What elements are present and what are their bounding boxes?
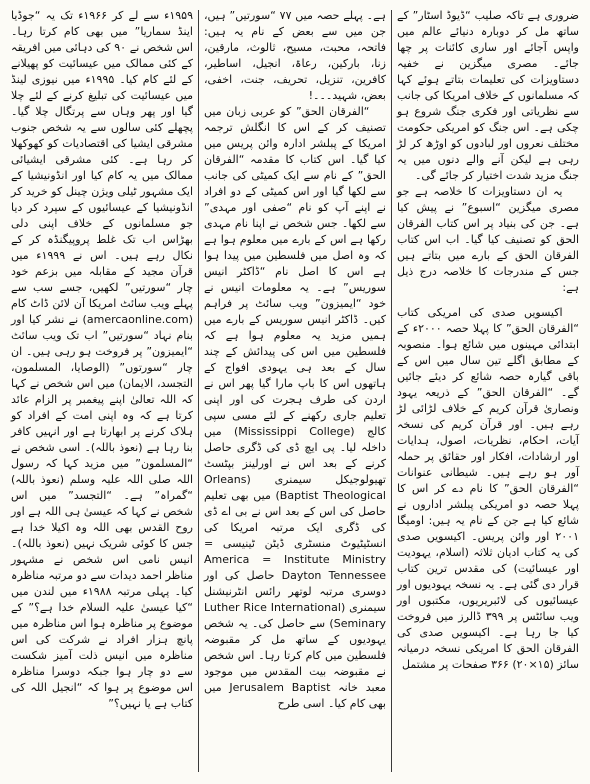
- column-divider: [198, 10, 199, 772]
- column-divider: [391, 10, 392, 772]
- paragraph: ضروری ہے تاکہ صلیب “ڈیوڈ اسٹار” کے ساتھ مل کر دوبارہ دنیائے عالم میں واپس آجائے اور ساری کائنات پر چھا جائے۔ مصری میگزین نے خفیہ دستاویزات کی تعلیمات بتاتے ہوئے کہا کہ مسلمانوں کے خلاف امریکا کی جانب سے نظریاتی اور فکری جنگ شروع ہو چکی ہے۔ اس جنگ کو امریکی حکومت مختلف نعروں اور لبادوں کو اوڑھ کر لڑ رہی ہے لیکن آنے والے دنوں میں یہ جنگ مزید شدت اختیار کر جائے گی۔: [397, 9, 579, 182]
- paragraph: ۱۹۵۹ء سے لے کر ۱۹۶۶ء تک یہ “جوڈیا اینڈ سماریا” میں بھی کام کرتا رہا۔ اس شخص نے ۹۰ کی دہائی میں افریقہ کے کئی ممالک میں عیسائیت کو پھیلانے کے لئے کام کیا۔ ۱۹۹۵ء میں نیوزی لینڈ میں عیسائیت کی تبلیغ کرنے کے لئے چلا گیا اور پھر وہاں سے پرتگال چلا گیا۔ پچھلے کئی سالوں سے یہ شخص جنوب مشرقی ایشیا کی اقتصادیات کو کھوکھلا کر رہا ہے۔ کئی مشرقی ایشیائی ممالک میں یہ کام کیا اور انڈونیشیا کے ایک مشہور ٹیلی ویژن چینل کو خرید کر انڈونیشیا کے عیسائیوں کے سپرد کر دیا جو مسلمانوں کے خلاف اپنی دلی بھڑاس اب تک غلط پروپیگنڈہ کر کے نکال رہے ہیں۔ اس نے ۱۹۹۹ء میں قرآن مجید کے مقابلہ میں بزعم خود چار “سورتیں” لکھیں، جسے سب سے پہلے ویب سائٹ امریکا آن لائن ڈاٹ کام (amercaonline.com) نے نشر کیا اور بنام نہاد “سورتیں” اب تک ویب سائٹ “ایمیزون” پر فروخت ہو رہی ہیں۔ ان چار “سورتوں” (الوصایا، المسلمون، التجسد، الایمان) میں اس شخص نے کہا کہ اللہ تعالیٰ اپنے پیغمبر پر الزام عائد کرتا ہے کہ وہ اپنی امت کے افراد کو ہلاک کرنے پر ابھارتا ہے اور انہیں کافر بنا رہا ہے (نعوذ باللہ)۔ اسی شخص نے “المسلمون” میں مزید کہا کہ رسول اللہ صلی اللہ علیہ وسلم (نعوذ باللہ) “گمراہ” ہے۔ “التجسد” میں اس شخص نے کہا کہ عیسیٰ ہی اللہ ہے اور روح القدس بھی اللہ وہ اکیلا خدا ہے جس کا کوئی شریک نہیں (نعوذ باللہ)۔ انیس نامی اس شخص نے مشہور مناظر احمد دیدات سے دو مرتبہ مناظرہ کیا۔ پہلی مرتبہ ۱۹۸۸ء میں لندن میں “کیا عیسیٰ علیہ السلام خدا ہے؟” کے موضوع پر مناظرہ ہوا اس مناظرہ میں پانچ ہزار افراد نے شرکت کی اس مناظرہ میں انیس ذلت آمیز شکست سے دو چار ہوا جبکہ دوسرا مناظرہ اس موضوع پر ہوا کہ “انجیل اللہ کی کتاب ہے یا نہیں؟”: [11, 9, 194, 710]
- paragraph: یہ ان دستاویزات کا خلاصہ ہے جو مصری میگزین “اسبوع” نے پیش کیا ہے۔ جن کی بنیاد پر اس کتاب الفرقان الحق کو تصنیف کیا گیا۔ اب اس کتاب الفرقان الحق کے بارے میں بتاتے ہیں جس کے مندرجات کا خلاصہ درج ذیل ہے:: [397, 185, 579, 294]
- column-middle: [199, 8, 391, 774]
- paragraph: “الفرقان الحق” کو عربی زبان میں تصنیف کر کے اس کا انگلش ترجمہ امریکا کے پبلشر ادارہ وائن پریس میں کیا گیا۔ اس کتاب کا مقدمہ “الفرقان الحق” کے نام سے ایک کمیٹی کی جانب سے لکھا گیا اور اس کمیٹی کے دو افراد نے اپنے آپ کو نام “صفی اور مہدی” سے لکھا۔ جس شخص نے اپنا نام مہدی رکھا ہے اس کے بارے میں معلوم ہوا ہے کہ وہ اصل میں فلسطین میں پیدا ہوا ہے اس کا اصل نام “ڈاکٹر انیس سوریس” ہے۔ یہ معلومات انیس نے خود “ایمیزون” ویب سائٹ پر فراہم کیں۔ ڈاکٹر انیس سوریس کے بارے میں ہمیں مزید یہ معلوم ہوا ہے کہ فلسطین میں اس کی پیدائش کے چند سال کے بعد ہی یہودی افواج کے ہاتھوں اس کا باپ مارا گیا پھر اس نے اردن کی طرف ہجرت کی اور اپنی تعلیم جاری رکھنے کے لئے مسی سپی کالج (Mississippi College) میں داخلہ لیا۔ پی ایچ ڈی کی ڈگری حاصل کرنے کے بعد اس نے اورلینز بپٹسٹ تھیولوجیکل سیمنری (Orleans Baptist Theological) میں بھی تعلیم حاصل کی اس کے بعد اس نے بی اے ڈی کی ڈگری ایک مرتبہ امریکا کی انسٹیٹیوٹ منسٹری ڈیٹن ٹینیسی = America = Institute Ministry Dayton Tennessee حاصل کی اور دوسری مرتبہ لوتھر رائس انٹرنیشنل سیمنری (Luther Rice International Seminary) سے حاصل کی۔ یہ شخص یہودیوں کے ساتھ مل کر مقبوضہ فلسطین میں کام کرتا رہا۔ اس شخص نے مقبوضہ بیت المقدس میں موجود معبد خانہ Jerusalem Baptist میں بھی کام کیا۔ اسی طرح: [204, 105, 386, 710]
- paragraph: ہے۔ پہلے حصہ میں ۷۷ “سورتیں” ہیں، جن میں سے بعض کے نام یہ ہیں: فاتحہ، محبت، مسیح، ثالوث، مارقین، زنا، بارکین، رعاۃ، انجیل، اساطیر، کافرین، تنزیل، تحریف، جنت، اخفی، بعض، شہید۔۔۔!: [204, 9, 386, 102]
- paragraph: اکیسویں صدی کی امریکی کتاب “الفرقان الحق” کا پہلا حصہ ۲۰۰۰ء کے ابتدائی مہینوں میں شائع ہوا۔ منصوبہ کے مطابق اگلے تین سال میں اس کے باقی گیارہ حصہ شائع کر دیئے جائیں گے۔ “الفرقان الحق” کے ذریعہ یہود ونصاریٰ قرآن کریم کے خلاف لڑائی لڑ رہے ہیں۔ اور قرآن کریم کی نسخہ آیات، احکام، نظریات، اصول، ہدایات اور ارشادات، افکار اور حقائق پر حملہ آور ہو رہے ہیں۔ شیطانی عنوانات “الفرقان الحق” کا نام دے کر اس کا پہلا حصہ دو امریکی پبلشر اداروں نے شائع کیا ہے جن کے نام یہ ہیں: اومیگا ۲۰۰۱ اور وائن پریس۔ اکیسویں صدی کی یہ کتاب ادیان ثلاثہ (اسلام، یہودیت اور عیسائیت) کی مقدس ترین کتاب قرار دی گئی ہے۔ یہ نسخہ یہودیوں اور عیسائیوں کی لائبریریوں، مکتبوں اور ویب سائٹس پر ۳۹۹ ڈالرز میں فروخت کیا جا رہا ہے۔ اکیسویں صدی کی الفرقان الحق کا امریکی نسخہ درمیانہ سائز (۱۵×۲۰) ۳۶۶ صفحات پر مشتمل: [397, 306, 579, 671]
- column-left: [6, 8, 198, 774]
- column-right: [392, 8, 584, 774]
